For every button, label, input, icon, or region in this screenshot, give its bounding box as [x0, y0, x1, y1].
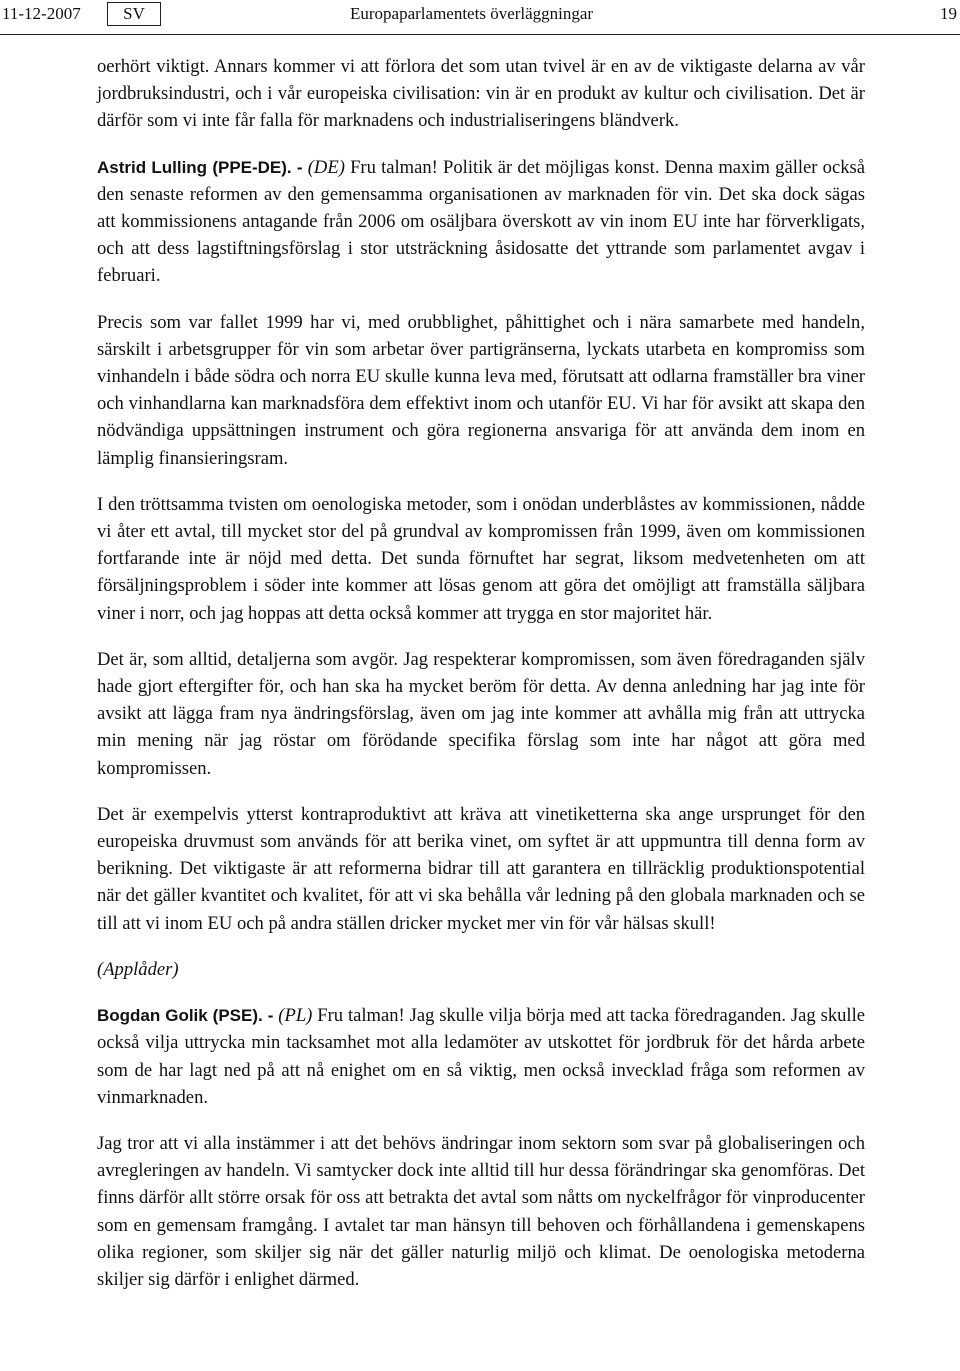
applause-note: (Applåder) — [97, 958, 179, 980]
speaker-name: Astrid Lulling (PPE-DE). - — [97, 157, 303, 177]
paragraph-4: I den tröttsamma tvisten om oenologiska metoder, som i onödan underblåstes av kommissionen, nådde vi åter ett avtal, till mycket stor del på grundval av kompromissen från 1999, även om kommissionen fortfarande inte är nöjd med detta. Det sunda förnuftet har segrat, liksom medvetenheten om att försäljningsproblem i söder inte kommer att lösas genom att göra det omöjligt att framställa säljbara viner i norr, och jag hoppas att detta också kommer att trygga en stor majoritet här. — [97, 493, 865, 624]
header-date: 11-12-2007 — [2, 4, 81, 23]
paragraph-3: Precis som var fallet 1999 har vi, med orubblighet, påhittighet och i nära samarbete med handeln, särskilt i arbetsgrupper för vin som arbetar över partigränserna, lyckats utarbeta en kompromiss som vinhandeln i både södra och norra EU skulle kunna leva med, förutsatt att odlarna framställer bra viner och vinhandlarna kan marknadsföra dem effektivt inom och utanför EU. Vi har för avsikt att skapa den nödvändiga uppsättningen instrument och göra regionerna ansvariga för att använda dem inom en lämplig finansieringsram. — [97, 311, 865, 469]
paragraph-1: oerhört viktigt. Annars kommer vi att förlora det som utan tvivel är en av de viktigaste delarna av vår jordbruksindustri, och i vår europeiska civilisation: vin är en produkt av kultur och civilisation. Det är därför som vi inte får falla för marknadens och industrialiseringens bländverk. — [97, 56, 865, 132]
speech-text: Fru talman! Jag skulle vilja börja med att tacka föredraganden. Jag skulle också vilja uttrycka min tacksamhet mot alla ledamöter av utskottet för jordbruk för det hårda arbete som de har lagt ned på att nå enighet om en så viktig, men också invecklad fråga som reformen av vinmarknaden. — [97, 1005, 866, 1108]
language-code: (PL) — [278, 1005, 313, 1027]
page-number: 19 — [940, 4, 957, 23]
document-body — [97, 53, 865, 1312]
speech-text: Fru talman! Politik är det möjligas konst. Denna maxim gäller också den senaste reformen av den gemensamma organisationen av marknaden för vin. Det ska dock sägas att kommissionens antagande från 2006 om osäljbara överskott av vin inom EU inte har förverkligats, och att dess lagstiftningsförslag i stor utsträckning åsidosatte det yttrande som parlamentet avgav i februari. — [97, 156, 865, 287]
paragraph-8 — [97, 1002, 865, 1111]
paragraph-2 — [97, 154, 865, 290]
paragraph-5: Det är, som alltid, detaljerna som avgör. Jag respekterar kompromissen, som även föredraganden själv hade gjort eftergifter för, och han ska ha mycket beröm för detta. Av denna anledning har jag inte för avsikt att lägga fram nya ändringsförslag, även om jag inte kommer att avhålla mig från att uttrycka min mening när jag röstar om förödande specifika förslag som inte har något att göra med kompromissen. — [97, 648, 865, 779]
paragraph-6: Det är exempelvis ytterst kontraproduktivt att kräva att vinetiketterna ska ange ursprunget för den europeiska druvmust som används för att berika vinet, om syftet är att uppmuntra till denna form av berikning. Det viktigaste är att reformerna bidrar till att garantera en tillräcklig produktionspotential när det gäller kvantitet och kvalitet, för att vi ska behålla vår ledning på den globala marknaden och se till att vi inom EU och på andra ställen dricker mycket mer vin för vår hälsas skull! — [97, 803, 865, 934]
speaker-name: Bogdan Golik (PSE). - — [97, 1006, 274, 1026]
language-code: (DE) — [307, 156, 345, 178]
paragraph-9: Jag tror att vi alla instämmer i att det behövs ändringar inom sektorn som svar på globaliseringen och avregleringen av handeln. Vi samtycker dock inte alltid till hur dessa förändringar ska genomföras. Det finns därför allt större orsak för oss att betrakta det avtal som nåtts om nyckelfrågor för vinproducenter som en gemensam framgång. I avtalet tar man hänsyn till behoven och förhållandena i gemenskapens olika regioner, som skiljer sig när det gäller naturlig miljö och klimat. De oenologiska metoderna skiljer sig därför i enlighet därmed. — [97, 1132, 865, 1290]
language-badge: SV — [107, 2, 161, 26]
document-title: Europaparlamentets överläggningar — [350, 4, 594, 23]
page-header — [0, 0, 960, 35]
